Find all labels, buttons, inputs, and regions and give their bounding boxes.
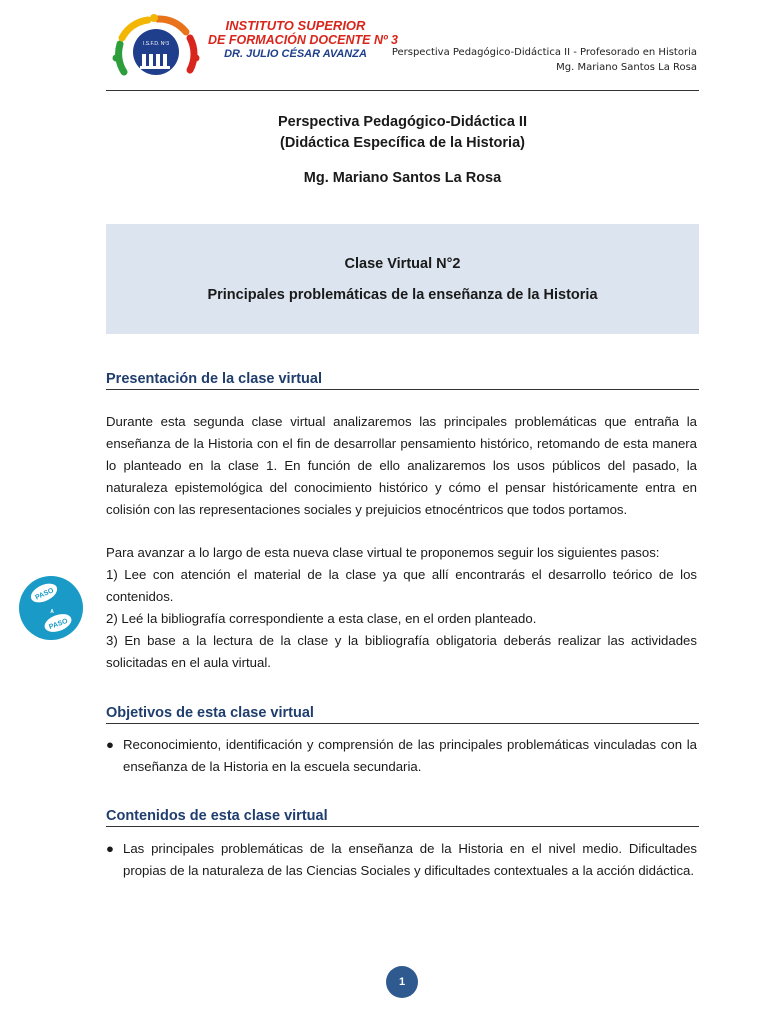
institute-name-line1: INSTITUTO SUPERIOR bbox=[225, 18, 366, 33]
header-divider bbox=[106, 90, 699, 91]
institute-name-line2: DE FORMACIÓN DOCENTE Nº 3 bbox=[208, 33, 398, 47]
step-2: 2) Leé la bibliografía correspondiente a esta clase, en el orden planteado. bbox=[106, 611, 537, 626]
bullet-icon: ● bbox=[106, 737, 114, 752]
svg-text:PASO: PASO bbox=[48, 617, 69, 632]
presentacion-paragraph bbox=[106, 411, 697, 521]
contenidos-item bbox=[106, 838, 697, 882]
class-number: Clase Virtual N°2 bbox=[344, 256, 461, 272]
steps-block bbox=[106, 542, 697, 674]
title-line1: Perspectiva Pedagógico-Didáctica II bbox=[277, 114, 527, 130]
institute-name-line3: DR. JULIO CÉSAR AVANZA bbox=[224, 48, 367, 60]
objetivos-text: Reconocimiento, identificación y comprensión de las principales problemáticas vinculadas con la enseñanza de la Historia en la escuela secundaria. bbox=[123, 737, 697, 774]
objetivos-item bbox=[106, 734, 697, 778]
presentacion-text: Durante esta segunda clase virtual analizaremos las principales problemáticas que entraña la enseñanza de la Historia con el fin de desarrollar pensamiento histórico, retomando de esta manera lo planteado en la clase 1. En función de ello analizaremos los usos públicos del pasado, la naturaleza epistemológica del conocimiento histórico y cómo el pensar históricamente entra en colisión con las representaciones sociales y prejuicios etnocéntricos que todos portamos. bbox=[106, 414, 697, 517]
svg-text:A: A bbox=[50, 609, 54, 615]
objetivos-list bbox=[106, 734, 697, 778]
class-banner bbox=[106, 224, 699, 334]
header-author: Mg. Mariano Santos La Rosa bbox=[556, 62, 697, 73]
document-title bbox=[106, 112, 699, 189]
contenidos-text: Las principales problemáticas de la enseñanza de la Historia en el nivel medio. Dificultades propias de la naturaleza de las Ciencias Sociales y dificultades contextuales a la acción didáctica. bbox=[123, 841, 697, 878]
header-course-title: Perspectiva Pedagógico-Didáctica II - Profesorado en Historia bbox=[391, 47, 697, 58]
header-course-info bbox=[392, 45, 697, 75]
title-author: Mg. Mariano Santos La Rosa bbox=[303, 170, 502, 186]
class-topic: Principales problemáticas de la enseñanza de la Historia bbox=[207, 287, 598, 303]
institute-logo bbox=[110, 14, 398, 86]
section-heading-presentacion: Presentación de la clase virtual bbox=[106, 371, 699, 390]
svg-text:I.S.F.D. Nº3: I.S.F.D. Nº3 bbox=[143, 41, 169, 47]
step-1: 1) Lee con atención el material de la clase ya que allí encontrarás el desarrollo teórico de los contenidos. bbox=[106, 567, 697, 604]
step-3: 3) En base a la lectura de la clase y la bibliografía obligatoria deberás realizar las actividades solicitadas en el aula virtual. bbox=[106, 633, 697, 670]
steps-intro: Para avanzar a lo largo de esta nueva clase virtual te proponemos seguir los siguientes pasos: bbox=[106, 545, 660, 560]
section-heading-objetivos: Objetivos de esta clase virtual bbox=[106, 705, 699, 724]
page-number-badge: 1 bbox=[386, 966, 418, 998]
svg-text:PASO: PASO bbox=[34, 587, 55, 602]
contenidos-list bbox=[106, 838, 697, 882]
institute-emblem-icon bbox=[110, 14, 210, 86]
section-heading-contenidos: Contenidos de esta clase virtual bbox=[106, 808, 699, 827]
title-line2: (Didáctica Específica de la Historia) bbox=[280, 135, 525, 151]
bullet-icon: ● bbox=[106, 841, 114, 856]
step-by-step-icon bbox=[10, 567, 92, 649]
